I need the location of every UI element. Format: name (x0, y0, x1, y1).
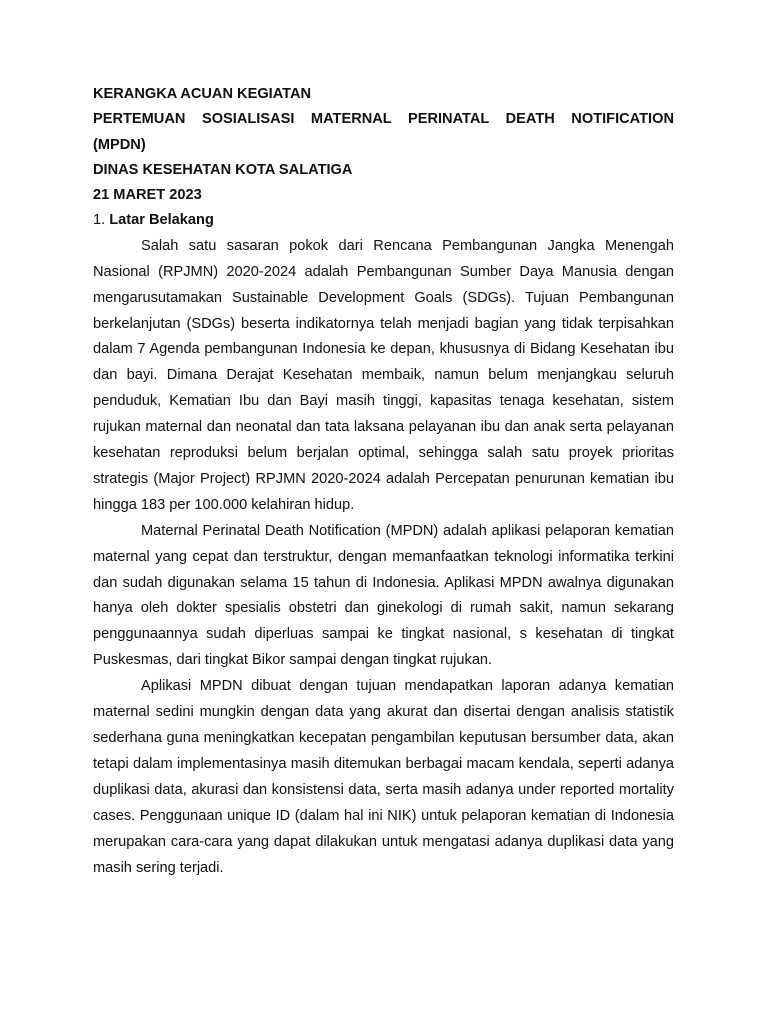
organizer-name: DINAS KESEHATAN KOTA SALATIGA (93, 161, 353, 178)
section-title: Latar Belakang (109, 212, 214, 229)
document-page (93, 82, 674, 881)
document-title: KERANGKA ACUAN KEGIATAN (93, 86, 312, 102)
paragraph-1: Salah satu sasaran pokok dari Rencana Pembangunan Jangka Menengah Nasional (RPJMN) 2020-2024 adalah Pembangunan Sumber Daya Manusia dengan mengarusutamakan Sustainable Development Goals (SDGs). Tujuan Pembangunan berkelanjutan (SDGs) beserta indikatornya telah menjadi bagian yang tidak terpisahkan dalam 7 Agenda pembangunan Indonesia ke depan, khususnya di Bidang Kesehatan ibu dan bayi. Dimana Derajat Kesehatan membaik, namun belum menjangkau seluruh penduduk, Kematian Ibu dan Bayi masih tinggi, kapasitas tenaga kesehatan, sistem rujukan maternal dan neonatal dan tata laksana pelayanan ibu dan anak serta pelayanan kesehatan reproduksi belum berjalan optimal, sehingga salah satu proyek prioritas strategis (Major Project) RPJMN 2020-2024 adalah Percepatan penurunan kematian ibu hingga 183 per 100.000 kelahiran hidup. (93, 237, 674, 513)
event-title-abbreviation: (MPDN) (93, 136, 146, 153)
paragraph-3: Aplikasi MPDN dibuat dengan tujuan mendapatkan laporan adanya kematian maternal sedini mungkin dengan data yang akurat dan disertai dengan analisis statistik sederhana guna meningkatkan kecepatan pengambilan keputusan bersumber data, akan tetapi dalam implementasinya masih ditemukan berbagai macam kendala, seperti adanya duplikasi data, akurasi dan konsistensi data, serta masih adanya under reported mortality cases. Penggunaan unique ID (dalam hal ini NIK) untuk pelaporan kematian di Indonesia merupakan cara-cara yang dapat dilakukan untuk mengatasi adanya duplikasi data yang masih sering terjadi. (93, 678, 674, 876)
event-date: 21 MARET 2023 (93, 187, 202, 204)
event-title: PERTEMUAN SOSIALISASI MATERNAL PERINATAL DEATH NOTIFICATION (93, 111, 674, 128)
section-number: 1. (93, 212, 106, 229)
paragraph-2: Maternal Perinatal Death Notification (MPDN) adalah aplikasi pelaporan kematian maternal yang cepat dan terstruktur, dengan memanfaatkan teknologi informatika terkini dan sudah digunakan selama 15 tahun di Indonesia. Aplikasi MPDN awalnya digunakan hanya oleh dokter spesialis obstetri dan ginekologi di rumah sakit, namun sekarang penggunaannya sudah diperluas sampai ke tingkat nasional, s kesehatan di tingkat Puskesmas, dari tingkat Bikor sampai dengan tingkat rujukan. (93, 522, 674, 669)
section-heading (93, 208, 674, 233)
